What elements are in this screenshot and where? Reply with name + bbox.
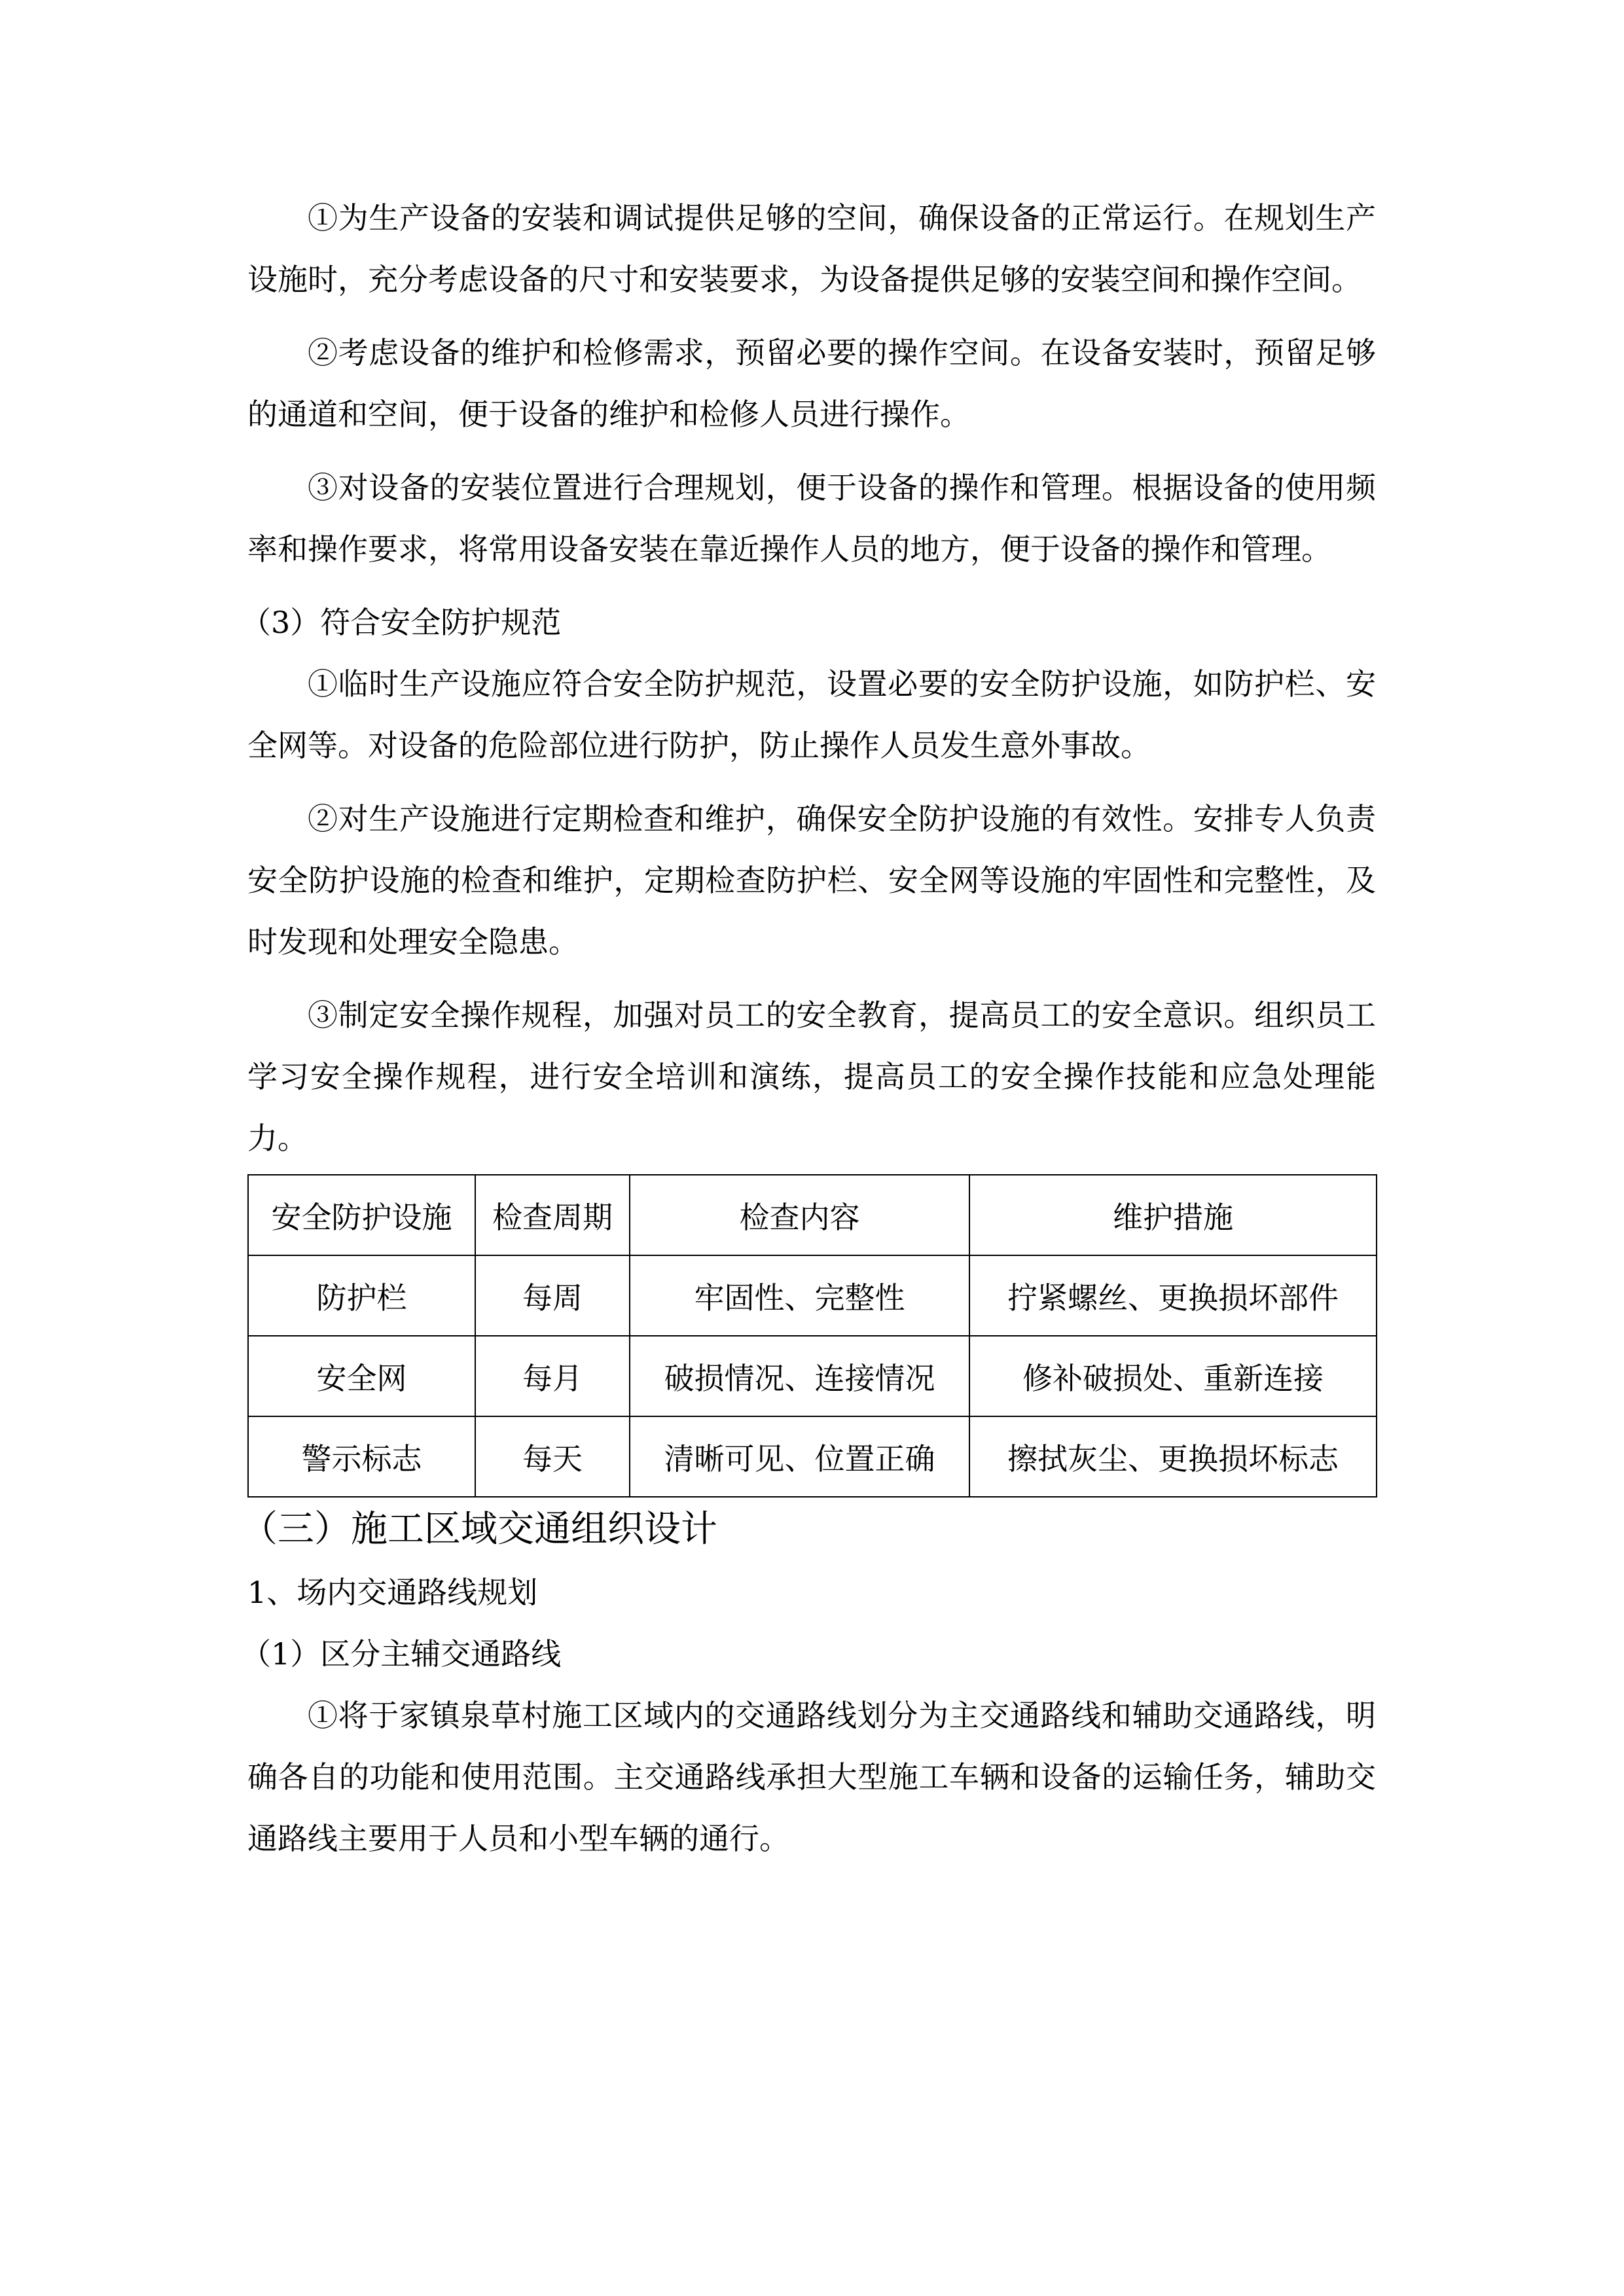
table-cell: 修补破损处、重新连接 (969, 1336, 1377, 1416)
subheading-main-auxiliary-routes: （1）区分主辅交通路线 (241, 1636, 562, 1672)
table-row (248, 1336, 1377, 1416)
table-cell: 牢固性、完整性 (630, 1255, 969, 1336)
table-cell: 每月 (475, 1336, 630, 1416)
table-cell: 拧紧螺丝、更换损坏部件 (969, 1255, 1377, 1336)
table-cell: 安全网 (248, 1336, 475, 1416)
table-header-cell: 维护措施 (969, 1175, 1377, 1255)
table-header-row (248, 1175, 1377, 1255)
table-row (248, 1255, 1377, 1336)
table-cell: 每周 (475, 1255, 630, 1336)
paragraph-maintenance-space: ②考虑设备的维护和检修需求，预留必要的操作空间。在设备安装时，预留足够的通道和空间，便于设备的维护和检修人员进行操作。 (247, 335, 1376, 432)
table-cell: 擦拭灰尘、更换损坏标志 (969, 1416, 1377, 1497)
paragraph-route-division: ①将于家镇泉草村施工区域内的交通路线划分为主交通路线和辅助交通路线，明确各自的功能和使用范围。主交通路线承担大型施工车辆和设备的运输任务，辅助交通路线主要用于人员和小型车辆的通行。 (247, 1698, 1376, 1856)
paragraph-safety-facilities: ①临时生产设施应符合安全防护规范，设置必要的安全防护设施，如防护栏、安全网等。对设备的危险部位进行防护，防止操作人员发生意外事故。 (247, 666, 1376, 763)
section-heading-traffic: （三）施工区域交通组织设计 (241, 1508, 717, 1551)
safety-inspection-table (247, 1174, 1377, 1498)
table-cell: 破损情况、连接情况 (630, 1336, 969, 1416)
table-row (248, 1416, 1377, 1497)
document-body (241, 187, 1376, 1881)
table-header-cell: 安全防护设施 (248, 1175, 475, 1255)
table-header-cell: 检查内容 (630, 1175, 969, 1255)
table-header-cell: 检查周期 (475, 1175, 630, 1255)
paragraph-safety-rules: ③制定安全操作规程，加强对员工的安全教育，提高员工的安全意识。组织员工学习安全操作规程，进行安全培训和演练，提高员工的安全操作技能和应急处理能力。 (247, 997, 1376, 1156)
subheading-route-planning: 1、场内交通路线规划 (247, 1575, 538, 1610)
table-cell: 清晰可见、位置正确 (630, 1416, 969, 1497)
paragraph-installation-position: ③对设备的安装位置进行合理规划，便于设备的操作和管理。根据设备的使用频率和操作要求，将常用设备安装在靠近操作人员的地方，便于设备的操作和管理。 (247, 470, 1376, 567)
paragraph-equipment-space: ①为生产设备的安装和调试提供足够的空间，确保设备的正常运行。在规划生产设施时，充分考虑设备的尺寸和安装要求，为设备提供足够的安装空间和操作空间。 (247, 200, 1376, 297)
table-cell: 警示标志 (248, 1416, 475, 1497)
table-cell: 防护栏 (248, 1255, 475, 1336)
paragraph-periodic-inspection: ②对生产设施进行定期检查和维护，确保安全防护设施的有效性。安排专人负责安全防护设施的检查和维护，定期检查防护栏、安全网等设施的牢固性和完整性，及时发现和处理安全隐患。 (247, 801, 1376, 960)
section-heading-safety: （3）符合安全防护规范 (241, 605, 562, 640)
table-cell: 每天 (475, 1416, 630, 1497)
